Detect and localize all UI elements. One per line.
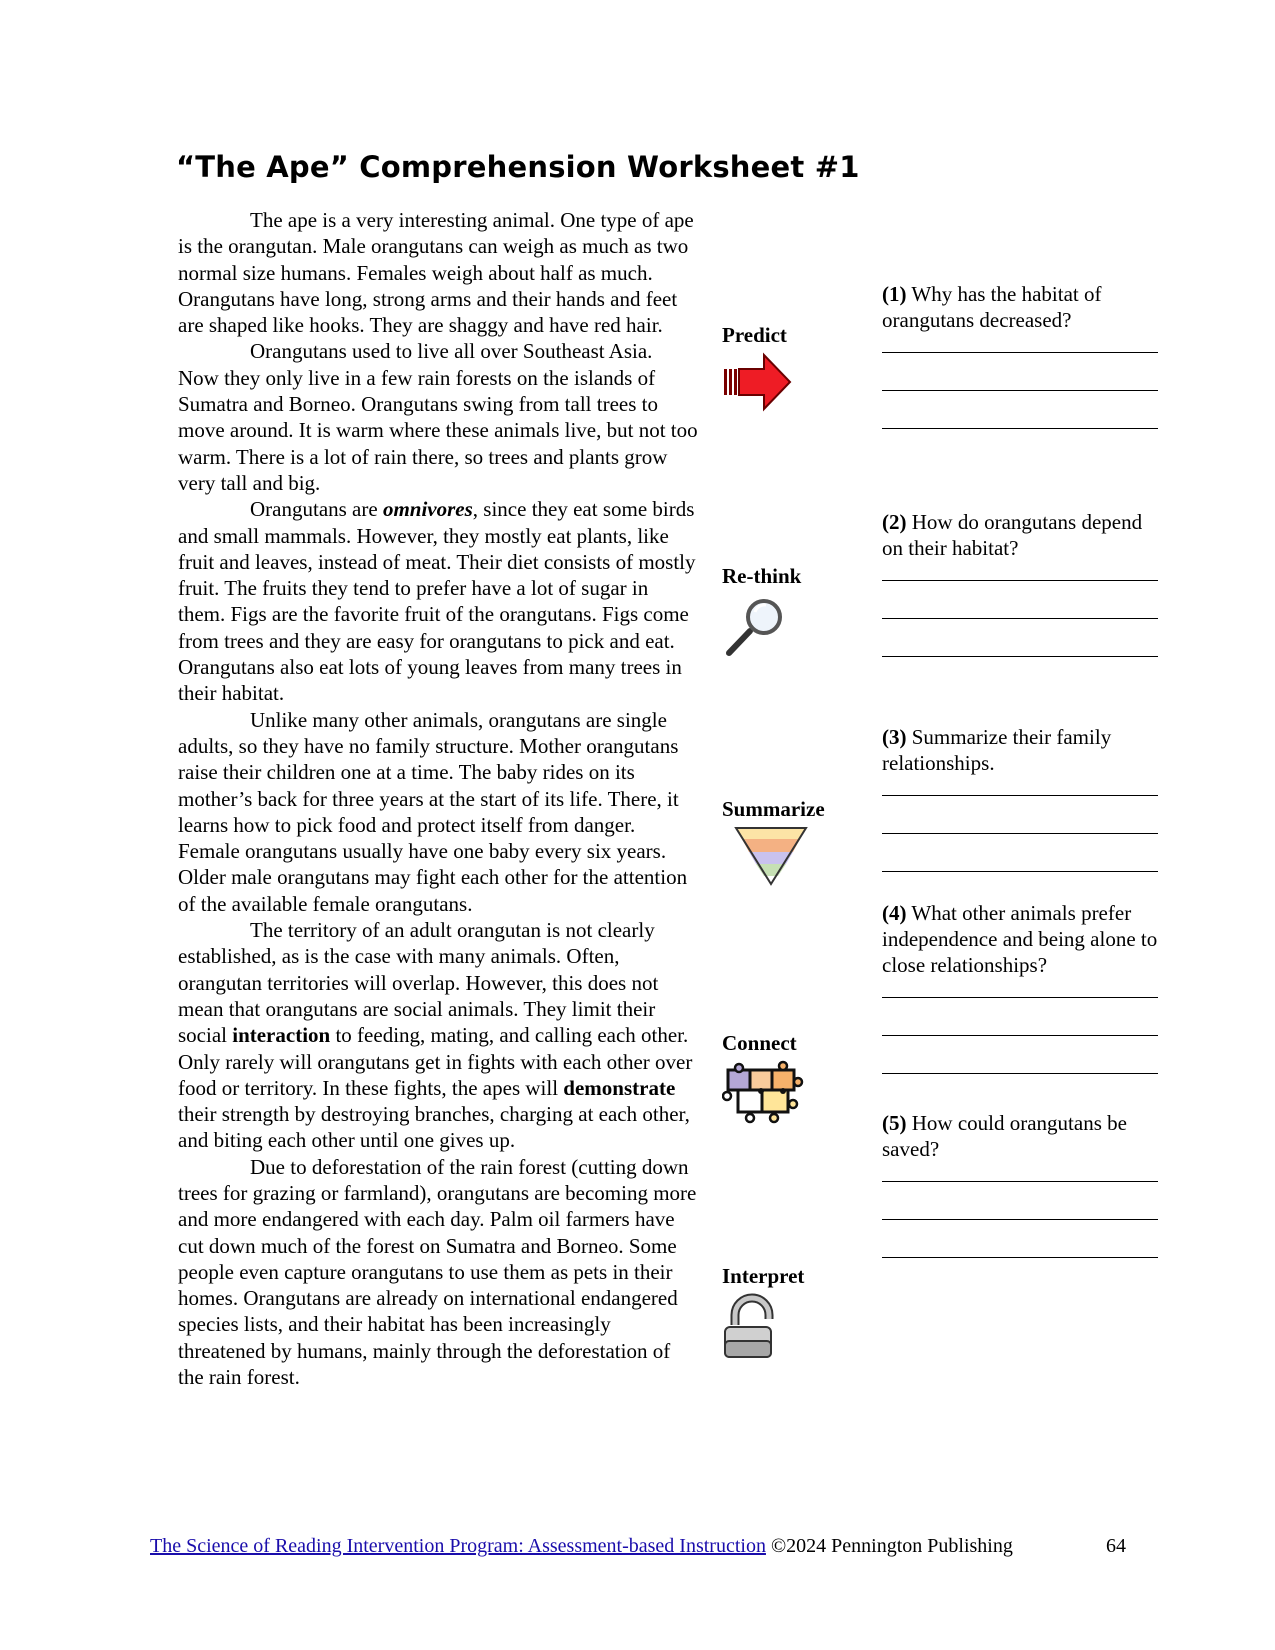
question-prompt: What other animals prefer independence and being alone to close relationships? [882,901,1158,977]
strategy-predict [722,323,842,414]
question-4 [882,900,1167,1074]
red-arrow-icon [722,352,794,414]
answer-line[interactable] [882,776,1158,796]
vocab-term-omnivores: omnivores [382,497,473,522]
question-prompt: How do orangutans depend on their habitat? [882,510,1143,560]
passage-paragraph: Orangutans used to live all over Southeast Asia. Now they only live in a few rain forests on the islands of Sumatra and Borneo. Orangutans swing from tall trees to move around. It is warm where these animals live, but not too warm. There is a lot of rain there, so trees and plants grow very tall and big. [178,339,698,495]
passage-paragraph [178,496,698,706]
question-1 [882,281,1167,429]
passage-text: The territory of an adult orangutan is not clearly established, as is the case with many animals. Often, orangutan territories will overlap. However, this does not mean that orangutans are social animals. They limit their social [178,918,659,1048]
reading-passage [178,207,698,1390]
answer-line[interactable] [882,1036,1158,1074]
copyright-text: ©2024 Pennington Publishing [765,1535,1013,1557]
answer-line[interactable] [882,978,1158,998]
vocab-term-demonstrate: demonstrate [563,1075,676,1100]
question-number: (3) [882,725,907,749]
answer-line[interactable] [882,561,1158,581]
answer-line[interactable] [882,619,1158,657]
answer-line[interactable] [882,333,1158,353]
passage-text: to feeding, mating, and calling each other. Only rarely will orangutans get in fights with each other over food or territory. In these fights, the apes will [178,1023,693,1100]
passage-paragraph: Due to deforestation of the rain forest (cutting down trees for grazing or farmland), orangutans are becoming more and more endangered with each day. Palm oil farmers have cut down much of the forest on Sumatra and Borneo. Some people even capture orangutans to use them as pets in their homes. Orangutans are already on international endangered species lists, and their habitat has been increasingly threatened by humans, mainly through the deforestation of the rain forest. [178,1154,697,1390]
strategy-summarize [722,797,842,888]
answer-line[interactable] [882,1220,1158,1258]
passage-text: , since they eat some birds and small mammals. However, they mostly eat plants, like fruit and leaves, instead of meat. Their diet consists of mostly fruit. The fruits they tend to prefer have a lot of sugar in them. Figs are the favorite fruit of the orangutans. Figs come from trees and they are easy for orangutans to pick and eat. Orangutans also eat lots of young leaves from many trees in their habitat. [178,497,696,706]
strategy-interpret [722,1264,842,1361]
strategy-connect [722,1031,842,1128]
strategy-label: Predict [722,323,787,347]
question-number: (1) [882,282,907,306]
magnifying-glass-icon [722,593,794,659]
strategy-label: Re-think [722,564,802,588]
question-text [882,900,1167,978]
question-text [882,509,1167,561]
strategy-label: Connect [722,1031,797,1055]
answer-line[interactable] [882,581,1158,619]
question-prompt: How could orangutans be saved? [882,1111,1127,1161]
passage-paragraph [178,917,698,1154]
strategy-label: Summarize [722,797,825,821]
question-text [882,1110,1167,1162]
question-number: (5) [882,1111,907,1135]
passage-paragraph: The ape is a very interesting animal. One type of ape is the orangutan. Male orangutans can weigh as much as two normal size humans. Females weigh about half as much. Orangutans have long, strong arms and their hands and feet are shaped like hooks. They are shaggy and have red hair. [178,208,694,338]
passage-text: Orangutans are [250,497,383,522]
puzzle-pieces-icon [722,1060,812,1128]
program-link[interactable]: The Science of Reading Intervention Program: Assessment-based Instruction [150,1535,766,1557]
answer-line[interactable] [882,1162,1158,1182]
strategy-rethink [722,564,842,659]
question-text [882,281,1167,333]
funnel-icon [722,826,812,888]
page-footer [150,1535,1130,1558]
question-prompt: Summarize their family relationships. [882,725,1112,775]
question-number: (4) [882,901,907,925]
question-number: (2) [882,510,907,534]
question-5 [882,1110,1167,1258]
answer-line[interactable] [882,998,1158,1036]
answer-line[interactable] [882,834,1158,872]
question-text [882,724,1167,776]
worksheet-title: “The Ape” Comprehension Worksheet #1 [176,150,860,184]
passage-paragraph: Unlike many other animals, orangutans are single adults, so they have no family structure. Mother orangutans raise their children one at a time. The baby rides on its mother’s back for three years at the start of its life. There, it learns how to pick food and protect itself from danger. Female orangutans usually have one baby every six years. Older male orangutans may fight each other for the attention of the available female orangutans. [178,707,688,916]
question-3 [882,724,1167,872]
answer-line[interactable] [882,796,1158,834]
open-lock-icon [722,1293,794,1361]
passage-text: their strength by destroying branches, charging at each other, and biting each other until one gives up. [178,1102,690,1153]
page-number: 64 [1106,1535,1126,1557]
answer-line[interactable] [882,1182,1158,1220]
question-2 [882,509,1167,657]
strategy-label: Interpret [722,1264,805,1288]
question-prompt: Why has the habitat of orangutans decreased? [882,282,1102,332]
answer-line[interactable] [882,353,1158,391]
vocab-term-interaction: interaction [232,1023,331,1048]
answer-line[interactable] [882,391,1158,429]
